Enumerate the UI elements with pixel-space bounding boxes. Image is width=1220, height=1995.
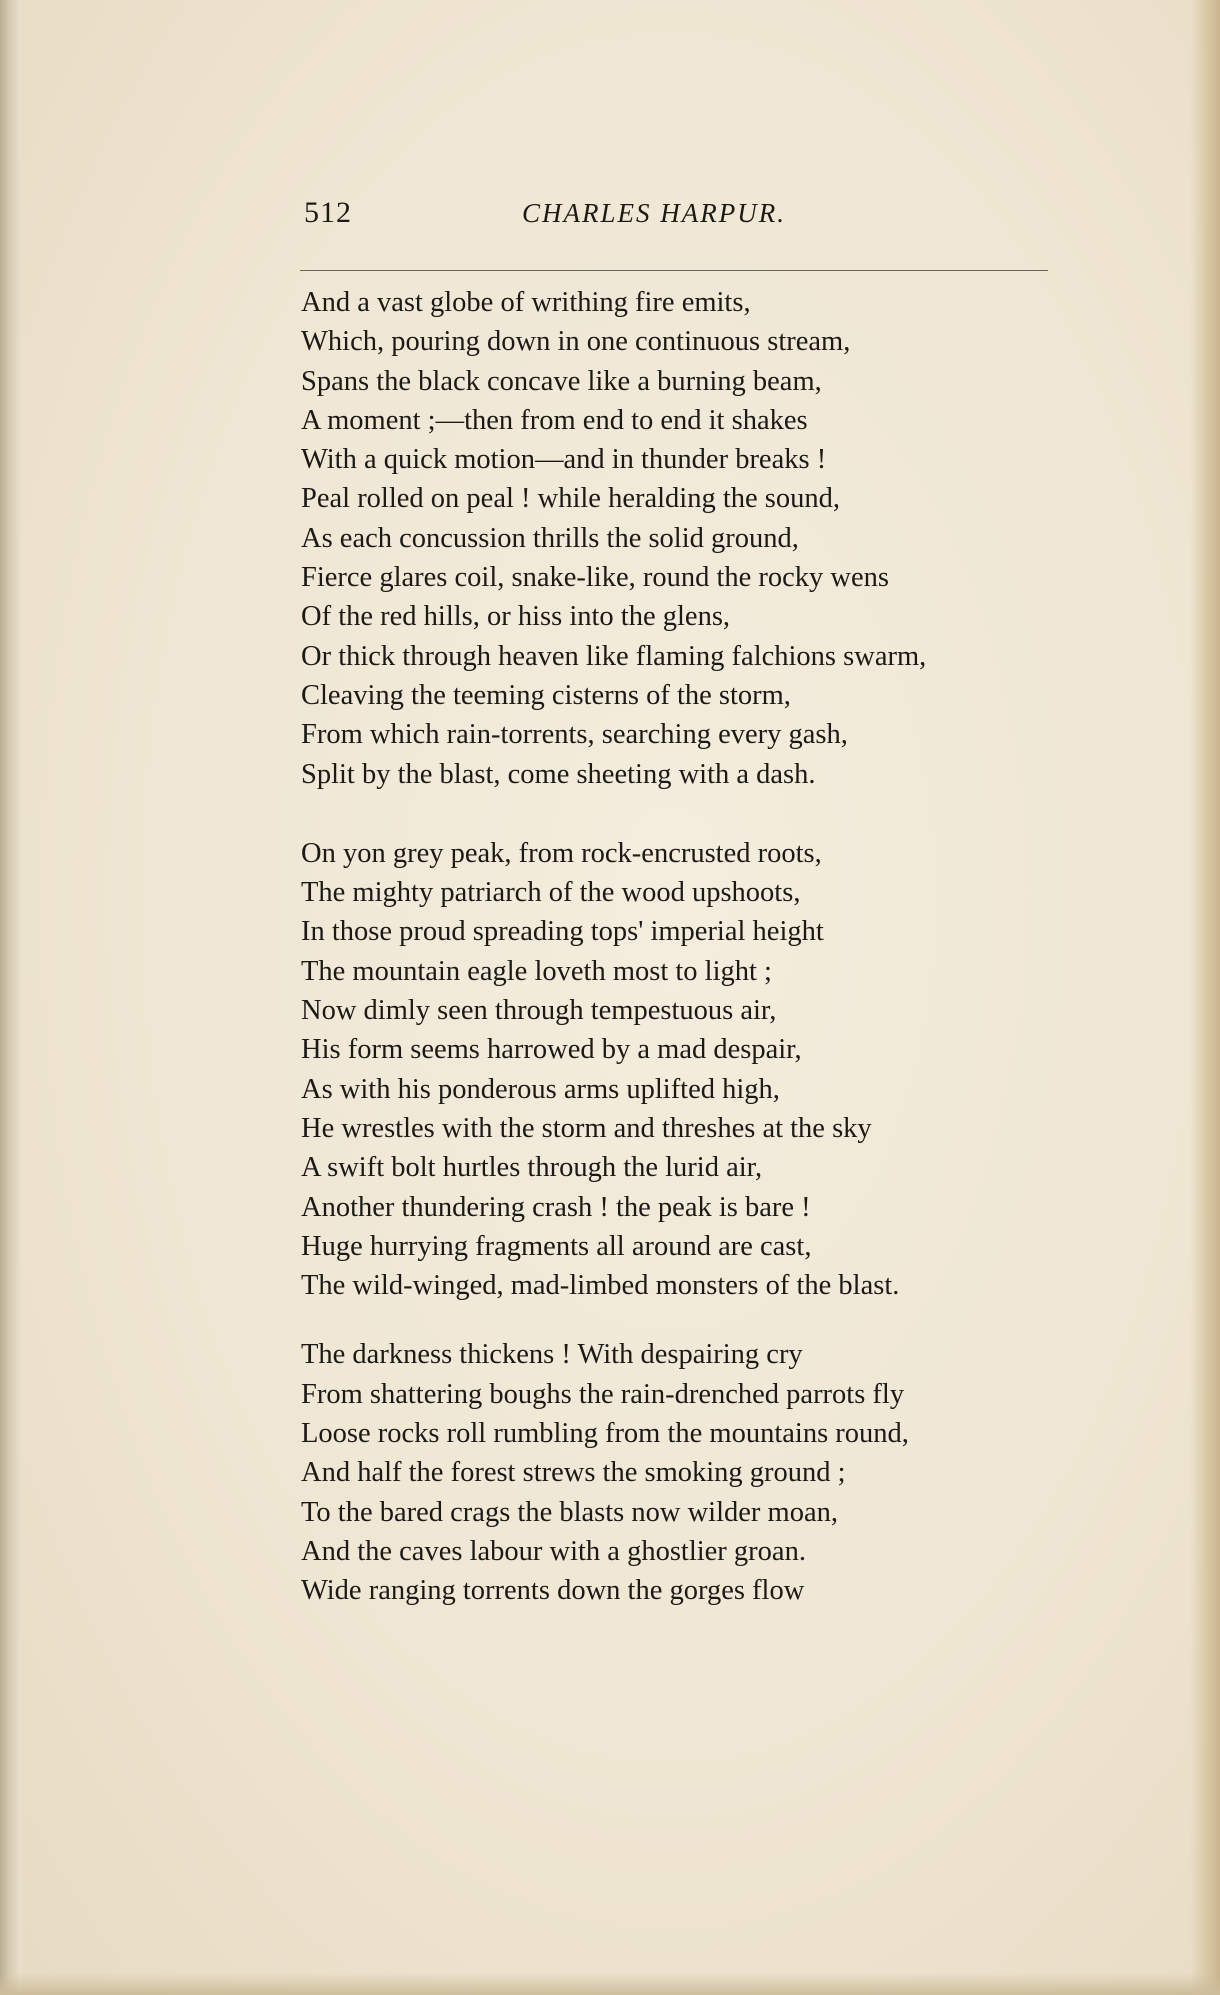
poem-line: The darkness thickens ! With despairing cry [301,1339,803,1371]
poem-body [301,283,1081,1611]
binding-edge [0,0,22,1995]
stanza-3 [301,1335,1081,1610]
stanza-2 [301,834,1081,1306]
poem-line: To the bared crags the blasts now wilder moan, [301,1496,838,1528]
poem-line: As each concussion thrills the solid ground, [301,522,799,554]
poem-line: In those proud spreading tops' imperial height [301,916,824,948]
poem-line: With a quick motion—and in thunder breaks ! [301,444,827,476]
poem-line: A swift bolt hurtles through the lurid air, [301,1152,763,1184]
running-head: CHARLES HARPUR. [522,198,786,228]
poem-line: The wild-winged, mad-limbed monsters of the blast. [301,1270,900,1302]
poem-line: Wide ranging torrents down the gorges flow [301,1575,805,1607]
poem-line: On yon grey peak, from rock-encrusted roots, [301,837,822,869]
page-edge-right [1190,0,1220,1995]
page-number: 512 [304,196,352,229]
poem-line: The mighty patriarch of the wood upshoots, [301,877,801,909]
poem-line: Fierce glares coil, snake-like, round the rocky wens [301,562,890,594]
poem-line: Now dimly seen through tempestuous air, [301,995,777,1027]
poem-line: And half the forest strews the smoking ground ; [301,1457,846,1489]
poem-line: And the caves labour with a ghostlier groan. [301,1535,806,1567]
header-rule [300,270,1048,271]
poem-line: Or thick through heaven like flaming falchions swarm, [301,640,927,672]
poem-line: Of the red hills, or hiss into the glens, [301,601,731,633]
page-edge-bottom [0,1973,1220,1995]
poem-line: Split by the blast, come sheeting with a dash. [301,758,816,790]
poem-line: Another thundering crash ! the peak is bare ! [301,1191,811,1223]
poem-line: A moment ;—then from end to end it shakes [301,404,808,436]
poem-line: His form seems harrowed by a mad despair, [301,1034,802,1066]
stanza-break [301,794,1081,834]
poem-line: And a vast globe of writhing fire emits, [301,287,751,318]
poem-line: Peal rolled on peal ! while heralding the sound, [301,483,840,515]
poem-line: Huge hurrying fragments all around are cast, [301,1230,812,1262]
poem-line: The mountain eagle loveth most to light ; [301,955,772,987]
poem-line: Cleaving the teeming cisterns of the storm, [301,679,791,711]
poem-line: Loose rocks roll rumbling from the mountains round, [301,1418,909,1450]
poem-line: From which rain-torrents, searching every gash, [301,719,848,751]
poem-line: He wrestles with the storm and threshes at the sky [301,1112,872,1144]
page-header [300,196,1060,240]
poem-line: As with his ponderous arms uplifted high, [301,1073,780,1105]
stanza-1 [301,283,1081,794]
poem-line: Which, pouring down in one continuous stream, [301,326,851,358]
stanza-break [301,1305,1081,1335]
poem-line: Spans the black concave like a burning beam, [301,365,822,397]
poem-line: From shattering boughs the rain-drenched parrots fly [301,1378,905,1410]
